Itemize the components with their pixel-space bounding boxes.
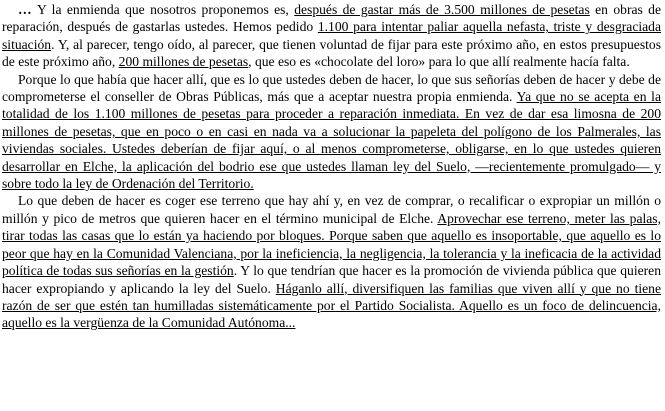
paragraph-obras-publicas (2, 71, 661, 193)
text-segment: , que eso es «chocolate del loro» para lo que allí realmente hacía falta. (248, 54, 630, 70)
underlined-segment: Ya que no se acepta en la totalidad de los 1.100 millones de pesetas para proceder a reparación inmediata. En vez de dar esa limosna de 200 millones de pesetas, que en poco o en casi en nada va a solucionar la papeleta del polígono de los Palmerales, las viviendas sociales. Ustedes deberían de fijar aquí, o al menos comprometerse, obligarse, en lo que ustedes quieren desarrollar en Elche, la aplicación del bodrio ese que ustedes llaman ley del Suelo, —recientemente promulgado— y sobre todo la ley de Ordenación del Territorio. (2, 89, 661, 192)
text-segment: en obras de reparación, después de gastarlas ustedes. Hemos pedido (2, 2, 661, 35)
text-segment: . Y, al parecer, tengo oído, al parecer, que tienen voluntad de fijar para este próximo año, en estos presupuestos de este próximo año, (2, 36, 661, 70)
text-segment: Lo que deben de hacer es coger ese terreno que hay ahí y, en vez de comprar, o recalificar o expropiar un millón o millón y pico de metros que quieren hacer en el término municipal de Elche. (2, 193, 661, 226)
text-segment: Y la enmienda que nosotros proponemos es, (36, 2, 295, 17)
underlined-segment: 1.100 para intentar paliar aquella nefasta, triste y desgraciada situación (2, 19, 661, 52)
underlined-segment: 200 millones de pesetas (118, 54, 249, 70)
underlined-segment: Háganlo allí, diversifiquen las familias que viven allí y que no tiene razón de ser que estén tan humilladas sistemáticamente por el Partido Socialista. Aquello es un foco de delincuencia, aquello es la vergüenza de la Comunidad Autónoma... (2, 280, 661, 331)
text-segment: . Y lo que tendrían que hacer es la promoción de vivienda pública que quieren hacer expropiando y aplicando la ley del Suelo. (2, 263, 661, 296)
paragraph-elche (2, 192, 661, 331)
text-segment: Porque lo que había que hacer allí, que es lo que ustedes deben de hacer, lo que sus señorías deben de hacer y debe de comprometerse el conseller de Obras Públicas, más que a aceptar nuestra propia enmienda. (2, 71, 661, 105)
paragraph-enmienda (2, 1, 661, 71)
ellipsis: … (18, 2, 37, 17)
underlined-segment: después de gastar más de 3.500 millones de pesetas (294, 2, 590, 17)
underlined-segment: Aprovechar ese terreno, meter las palas, tirar todas las casas que lo están ya haciendo por bloques. Porque saben que aquello es insoportable, que aquello es lo peor que hay en la Comunidad Valenciana, por la ineficiencia, la negligencia, la tolerancia y la ineficacia de la actividad política de todas sus señorías en la gestión (2, 210, 661, 279)
